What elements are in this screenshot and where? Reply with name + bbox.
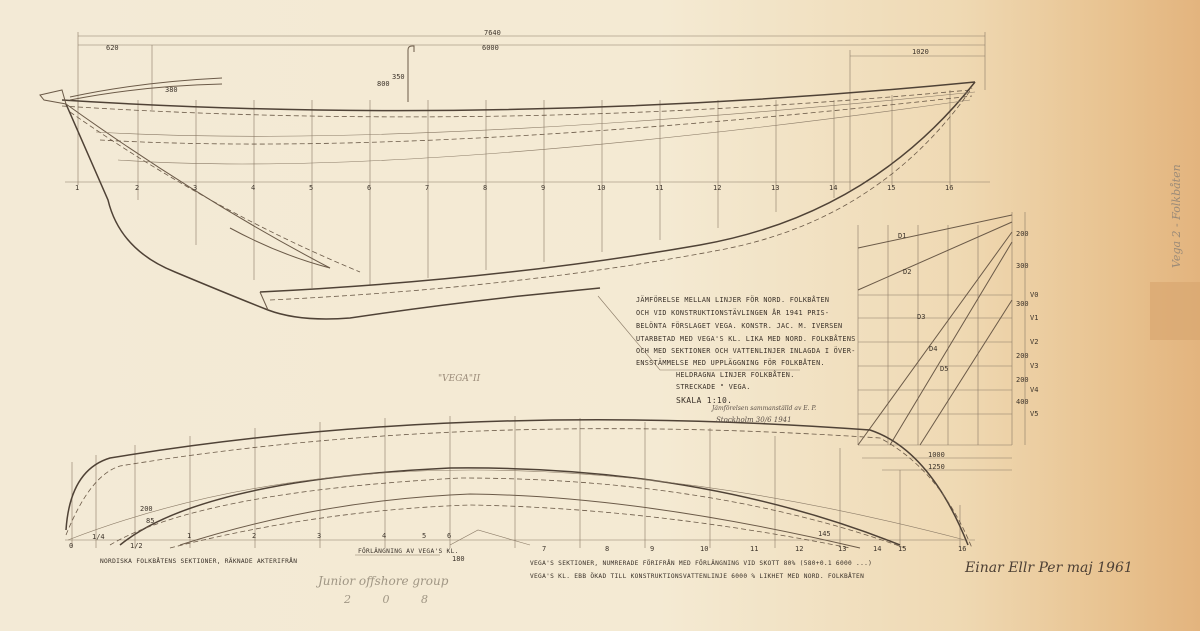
plan-station-label: 5	[422, 532, 427, 540]
profile-station-label: 16	[945, 184, 954, 192]
stem-head	[40, 90, 66, 104]
profile-station-label: 12	[713, 184, 722, 192]
plan-station-label: 8	[605, 545, 610, 553]
signature: Einar Ellr Per maj 1961	[965, 560, 1133, 576]
plan-station-label: 9	[650, 545, 655, 553]
bottom-note-right-2: VEGA'S KL. EBB ÖKAD TILL KONSTRUKTIONSVATTENLINJE 6000 % LIKHET MED NORD. FOLKBÅTEN	[530, 573, 865, 580]
bottom-note-mid: FÖRLÄNGNING AV VEGA'S KL.	[358, 548, 459, 555]
dim-350: 350	[392, 73, 405, 81]
right-dim: 200	[1016, 230, 1029, 238]
profile-station-label: 6	[367, 184, 372, 192]
note-compiled-by: Jämförelsen sammanställd av E. P.	[712, 405, 817, 412]
plan-station-label: 4	[382, 532, 387, 540]
profile-station-label: 4	[251, 184, 256, 192]
waterline-label: V4	[1030, 386, 1039, 394]
bottom-note-left: NORDISKA FOLKBÅTENS SEKTIONER, RÄKNADE AKTERIFRÅN	[100, 558, 298, 565]
note-line-3: BELÖNTA FÖRSLAGET VEGA. KONSTR. JAC. M. IVERSEN	[636, 322, 843, 330]
profile-station-label: 1	[75, 184, 80, 192]
diagonal-label: D2	[903, 268, 912, 276]
plan-station-label: 1/4	[92, 533, 105, 541]
bottom-note-right-1: VEGA'S SEKTIONER, NUMRERADE FÖRIFRÅN MED FÖRLÄNGNING VID SKOTT 80% (580+0.1 6000 ...)	[530, 560, 873, 567]
waterline-label: V2	[1030, 338, 1039, 346]
diagonal-label: D4	[929, 345, 938, 353]
plan-station-label: 10	[700, 545, 709, 553]
dim-1000: 1000	[928, 451, 945, 459]
buttock-1	[96, 92, 975, 136]
right-dim: 300	[1016, 262, 1029, 270]
rabbet-line	[66, 104, 330, 268]
waterline-plan-2-vega	[170, 505, 850, 548]
note-line-4: UTARBETAD MED VEGA'S KL. LIKA MED NORD. FOLKBÅTENS	[636, 335, 856, 343]
plan-station-label: 11	[750, 545, 759, 553]
profile-station-label: 7	[425, 184, 430, 192]
diagonal-label: D3	[917, 313, 926, 321]
dim-180: 180	[452, 555, 465, 563]
waterline-label: V5	[1030, 410, 1039, 418]
plan-station-label: 2	[252, 532, 257, 540]
plan-station-label: 6	[447, 532, 452, 540]
plan-station-label: 13	[838, 545, 847, 553]
profile-station-label: 3	[193, 184, 198, 192]
plan-station-label: 0	[69, 542, 74, 550]
profile-station-label: 13	[771, 184, 780, 192]
plan-station-label: 14	[873, 545, 882, 553]
waterline-plan	[120, 468, 900, 545]
right-dim: 200	[1016, 376, 1029, 384]
dim-overall-length: 7640	[484, 29, 501, 37]
buttock-1-vega	[100, 96, 972, 144]
body-plan	[858, 212, 1025, 470]
deck-line-plan-vega	[66, 429, 972, 548]
mast-mark	[408, 46, 414, 102]
dim-145: 145	[818, 530, 831, 538]
margin-note: Vega 2 - Folkbåten	[1170, 164, 1183, 268]
plan-station-lines	[72, 416, 960, 548]
pencil-numbers: 2 0 8	[344, 593, 428, 606]
profile-station-label: 11	[655, 184, 664, 192]
vega-label: "VEGA"II	[438, 374, 481, 384]
diagonal-label: D1	[898, 232, 907, 240]
right-dim: 200	[1016, 352, 1029, 360]
note-line-7: HELDRAGNA LINJER FOLKBÅTEN.	[676, 371, 795, 379]
dim-85: 85	[146, 517, 155, 525]
note-scale: SKALA 1:10.	[676, 396, 733, 405]
profile-station-label: 8	[483, 184, 488, 192]
note-line-5: OCH MED SEKTIONER OCH VATTENLINJER INLAGDA I ÖVER-	[636, 347, 856, 355]
plan-station-label: 1/2	[130, 542, 143, 550]
profile-station-label: 15	[887, 184, 896, 192]
profile-station-label: 9	[541, 184, 546, 192]
waterline-label: V0	[1030, 291, 1039, 299]
right-dim: 300	[1016, 300, 1029, 308]
deck-line-plan	[66, 420, 968, 545]
plan-station-label: 1	[187, 532, 192, 540]
dim-stern-offset: 1020	[912, 48, 929, 56]
plan-marker	[450, 530, 530, 545]
dim-bow-offset: 620	[106, 44, 119, 52]
profile-station-label: 5	[309, 184, 314, 192]
dim-380: 380	[165, 86, 178, 94]
profile-station-label: 10	[597, 184, 606, 192]
plan-station-label: 15	[898, 545, 907, 553]
bottom-line-vega	[270, 88, 972, 300]
dim-200: 200	[140, 505, 153, 513]
note-line-8: STRECKADE " VEGA.	[676, 383, 751, 391]
dim-1250: 1250	[928, 463, 945, 471]
note-line-2: OCH VID KONSTRUKTIONSTÄVLINGEN ÅR 1941 PRIS-	[636, 309, 830, 317]
sheer-line-folkbat	[62, 82, 975, 111]
bow-rail	[70, 78, 222, 97]
dim-waterline-length: 6000	[482, 44, 499, 52]
plan-station-label: 3	[317, 532, 322, 540]
dim-800: 800	[377, 80, 390, 88]
profile-station-label: 2	[135, 184, 140, 192]
note-place-date: Stockholm 30/6 1941	[716, 416, 792, 424]
plan-station-label: 12	[795, 545, 804, 553]
keel-profile	[66, 104, 600, 319]
profile-station-lines	[78, 90, 950, 288]
waterline-label: V1	[1030, 314, 1039, 322]
note-line-6: ENSSTÄMMELSE MED UPPLÄGGNING FÖR FOLKBÅTEN.	[636, 359, 825, 367]
plan-station-label: 7	[542, 545, 547, 553]
plan-station-label: 16	[958, 545, 967, 553]
waterline-label: V3	[1030, 362, 1039, 370]
pencil-note: Junior offshore group	[318, 574, 449, 588]
profile-station-label: 14	[829, 184, 838, 192]
diagonal-label: D5	[940, 365, 949, 373]
right-dim: 400	[1016, 398, 1029, 406]
garboard-line	[230, 228, 330, 268]
note-line-1: JÄMFÖRELSE MELLAN LINJER FÖR NORD. FOLKBÅTEN	[636, 296, 830, 304]
waterline-plan-vega	[110, 478, 905, 548]
